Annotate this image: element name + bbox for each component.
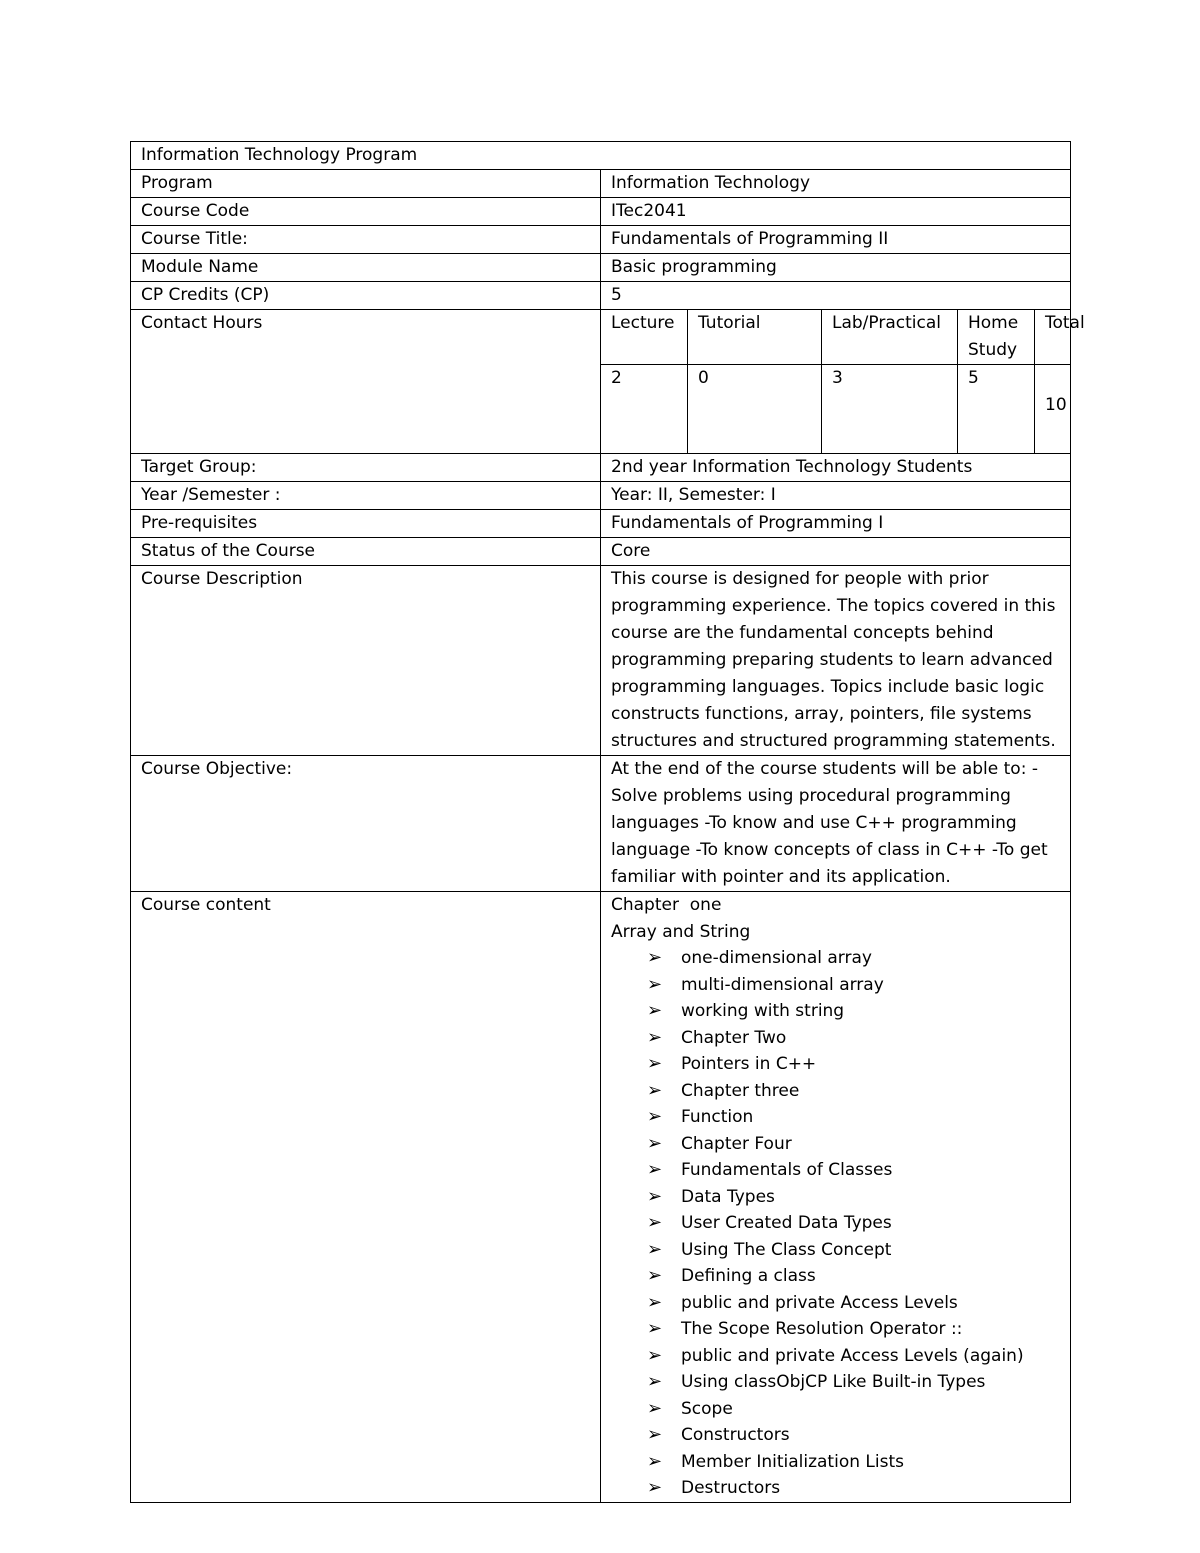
list-item-text: one-dimensional array bbox=[681, 948, 872, 968]
list-item-text: multi-dimensional array bbox=[681, 974, 884, 995]
description-label: Course Description bbox=[131, 566, 601, 756]
list-item bbox=[647, 1025, 1060, 1052]
program-label: Program bbox=[131, 170, 601, 198]
target-group-label: Target Group: bbox=[131, 454, 601, 482]
objective-value: At the end of the course students will be able to: -Solve problems using procedural programming languages -To know and use C++ programming language -To know concepts of class in C++ -To get familiar with pointer and its application. bbox=[601, 756, 1071, 892]
list-item bbox=[647, 1396, 1060, 1423]
list-item-text: User Created Data Types bbox=[681, 1213, 892, 1233]
arrow-bullet-icon: ➢ bbox=[647, 1238, 663, 1260]
table-row bbox=[131, 538, 1071, 566]
table-row bbox=[131, 454, 1071, 482]
arrow-bullet-icon: ➢ bbox=[647, 1477, 663, 1498]
list-item-text: public and private Access Levels (again) bbox=[681, 1345, 1024, 1366]
arrow-bullet-icon: ➢ bbox=[647, 1212, 663, 1233]
cp-credits-value: 5 bbox=[601, 282, 1071, 310]
list-item bbox=[647, 1316, 1060, 1343]
course-code-value: ITec2041 bbox=[601, 198, 1071, 226]
list-item-text: Function bbox=[681, 1107, 754, 1127]
list-item bbox=[647, 1343, 1060, 1370]
list-item-text: Constructors bbox=[681, 1425, 790, 1445]
table-row bbox=[131, 198, 1071, 226]
content-label: Course content bbox=[131, 892, 601, 1503]
arrow-bullet-icon: ➢ bbox=[647, 1291, 663, 1313]
list-item-text: Chapter Two bbox=[681, 1027, 787, 1048]
arrow-bullet-icon: ➢ bbox=[647, 1132, 663, 1154]
arrow-bullet-icon: ➢ bbox=[647, 1106, 663, 1127]
contact-hours-value-row bbox=[601, 365, 1070, 454]
module-name-label: Module Name bbox=[131, 254, 601, 282]
lab-value: 3 bbox=[822, 365, 958, 454]
list-item bbox=[647, 1449, 1060, 1476]
list-item bbox=[647, 1184, 1060, 1211]
arrow-bullet-icon: ➢ bbox=[647, 1397, 663, 1419]
tutorial-header: Tutorial bbox=[688, 310, 822, 365]
list-item bbox=[647, 1078, 1060, 1105]
lab-header: Lab/Practical bbox=[822, 310, 958, 365]
course-title-value: Fundamentals of Programming II bbox=[601, 226, 1071, 254]
total-value: 10 bbox=[1035, 365, 1071, 454]
table-row bbox=[131, 170, 1071, 198]
list-item-text: Member Initialization Lists bbox=[681, 1451, 904, 1472]
arrow-bullet-icon: ➢ bbox=[647, 1450, 663, 1472]
list-item-text: The Scope Resolution Operator :: bbox=[681, 1319, 963, 1339]
list-item-text: Fundamentals of Classes bbox=[681, 1160, 893, 1180]
table-row bbox=[131, 226, 1071, 254]
table-row bbox=[131, 756, 1071, 892]
contact-hours-header-row bbox=[601, 310, 1070, 365]
lecture-header: Lecture bbox=[601, 310, 688, 365]
list-item bbox=[647, 998, 1060, 1025]
list-item-text: public and private Access Levels bbox=[681, 1292, 958, 1313]
content-list bbox=[611, 945, 1060, 1502]
program-header: Information Technology Program bbox=[131, 142, 1071, 170]
objective-label: Course Objective: bbox=[131, 756, 601, 892]
list-item bbox=[647, 1051, 1060, 1078]
status-value: Core bbox=[601, 538, 1071, 566]
list-item bbox=[647, 1475, 1060, 1502]
module-name-value: Basic programming bbox=[601, 254, 1071, 282]
arrow-bullet-icon: ➢ bbox=[647, 973, 663, 995]
course-title-label: Course Title: bbox=[131, 226, 601, 254]
program-value: Information Technology bbox=[601, 170, 1071, 198]
contact-hours-label: Contact Hours bbox=[131, 310, 601, 454]
home-study-value: 5 bbox=[958, 365, 1035, 454]
year-semester-value: Year: II, Semester: I bbox=[601, 482, 1071, 510]
arrow-bullet-icon: ➢ bbox=[647, 1344, 663, 1366]
list-item bbox=[647, 1290, 1060, 1317]
content-value bbox=[601, 892, 1071, 1503]
table-row bbox=[131, 566, 1071, 756]
table-row bbox=[131, 482, 1071, 510]
description-value: This course is designed for people with prior programming experience. The topics covered in this course are the fundamental concepts behind programming preparing students to learn advanced programming languages. Topics include basic logic constructs functions, array, pointers, file systems structures and structured programming statements. bbox=[601, 566, 1071, 756]
list-item-text: working with string bbox=[681, 1001, 845, 1021]
year-semester-label: Year /Semester : bbox=[131, 482, 601, 510]
status-label: Status of the Course bbox=[131, 538, 601, 566]
list-item-text: Pointers in C++ bbox=[681, 1054, 817, 1074]
list-item-text: Chapter three bbox=[681, 1080, 800, 1101]
course-code-label: Course Code bbox=[131, 198, 601, 226]
list-item-text: Using The Class Concept bbox=[681, 1239, 892, 1260]
table-row bbox=[131, 510, 1071, 538]
arrow-bullet-icon: ➢ bbox=[647, 947, 663, 968]
home-study-header: Home Study bbox=[958, 310, 1035, 365]
course-info-table bbox=[130, 141, 1085, 1503]
list-item bbox=[647, 1104, 1060, 1131]
list-item-text: Chapter Four bbox=[681, 1133, 792, 1154]
list-item bbox=[647, 945, 1060, 972]
lecture-value: 2 bbox=[601, 365, 688, 454]
arrow-bullet-icon: ➢ bbox=[647, 1424, 663, 1445]
list-item bbox=[647, 1210, 1060, 1237]
arrow-bullet-icon: ➢ bbox=[647, 1079, 663, 1101]
tutorial-value: 0 bbox=[688, 365, 822, 454]
table-row bbox=[131, 310, 1071, 454]
target-group-value: 2nd year Information Technology Students bbox=[601, 454, 1071, 482]
table-header-row bbox=[131, 142, 1071, 170]
arrow-bullet-icon: ➢ bbox=[647, 1265, 663, 1286]
arrow-bullet-icon: ➢ bbox=[647, 1053, 663, 1074]
total-header: Total bbox=[1035, 310, 1071, 365]
prerequisites-label: Pre-requisites bbox=[131, 510, 601, 538]
list-item-text: Using classObjCP Like Built-in Types bbox=[681, 1372, 986, 1392]
prerequisites-value: Fundamentals of Programming I bbox=[601, 510, 1071, 538]
chapter-heading: Chapter one bbox=[611, 895, 722, 915]
arrow-bullet-icon: ➢ bbox=[647, 1159, 663, 1180]
list-item-text: Defining a class bbox=[681, 1266, 816, 1286]
list-item bbox=[647, 972, 1060, 999]
list-item-text: Scope bbox=[681, 1398, 733, 1419]
table-row bbox=[131, 282, 1071, 310]
arrow-bullet-icon: ➢ bbox=[647, 1026, 663, 1048]
table-row bbox=[131, 892, 1071, 1503]
list-item bbox=[647, 1422, 1060, 1449]
cp-credits-label: CP Credits (CP) bbox=[131, 282, 601, 310]
contact-hours-cell bbox=[601, 310, 1085, 454]
list-item-text: Destructors bbox=[681, 1478, 781, 1498]
list-item bbox=[647, 1237, 1060, 1264]
arrow-bullet-icon: ➢ bbox=[647, 1371, 663, 1392]
list-item bbox=[647, 1263, 1060, 1290]
arrow-bullet-icon: ➢ bbox=[647, 1318, 663, 1339]
list-item bbox=[647, 1157, 1060, 1184]
contact-hours-table bbox=[601, 310, 1085, 453]
chapter-subtitle: Array and String bbox=[611, 921, 751, 942]
list-item bbox=[647, 1369, 1060, 1396]
list-item bbox=[647, 1131, 1060, 1158]
arrow-bullet-icon: ➢ bbox=[647, 1000, 663, 1021]
arrow-bullet-icon: ➢ bbox=[647, 1185, 663, 1207]
list-item-text: Data Types bbox=[681, 1186, 775, 1207]
table-row bbox=[131, 254, 1071, 282]
